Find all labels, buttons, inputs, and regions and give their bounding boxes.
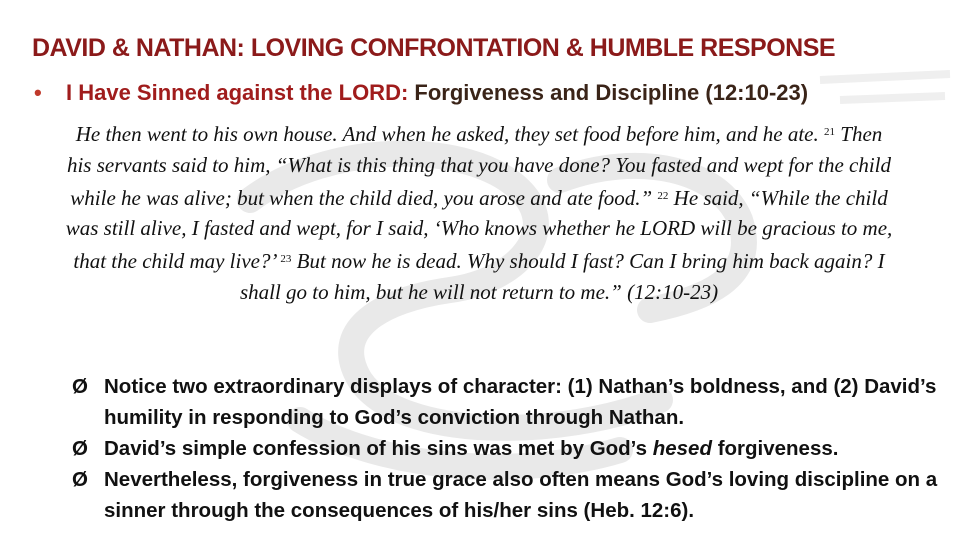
scripture-quote [64,117,894,308]
point-text-before: David’s simple confession of his sins was met by God’s [104,437,648,460]
section-heading-lead: I Have Sinned against the LORD: [66,80,409,105]
quote-part-1: He then went to his own house. And when he asked, they set food before him, and he ate. [75,122,819,146]
point-item [72,433,942,464]
arrow-bullet-icon: Ø [72,375,88,398]
key-points-list [72,371,942,526]
quote-part-4: But now he is dead. Why should I fast? Can I bring him back again? I shall go to him, but he will not return to me.” (12:10-23) [239,249,885,304]
arrow-bullet-icon: Ø [72,437,88,460]
point-text-after: forgiveness. [717,437,839,460]
section-heading-topic: Forgiveness and Discipline (12:10-23) [414,80,809,105]
point-item [72,464,942,526]
point-italic-term: hesed [652,437,712,460]
point-text: Notice two extraordinary displays of character: (1) Nathan’s boldness, and (2) David’s humility in responding to God’s conviction through Nathan. [104,375,937,429]
quote-part-2: Then his servants said to him, “What is this thing that you have done? You fasted and wept for the child while he was alive; but when the child died, you arose and ate food.” [66,122,892,210]
arrow-bullet-icon: Ø [72,468,88,491]
point-text: Nevertheless, forgiveness in true grace also often means God’s loving discipline on a sinner through the consequences of his/her sins (Heb. 12:6). [104,468,938,522]
point-item [72,371,942,433]
verse-number-23: 23 [280,253,292,266]
bullet-dot: • [34,80,42,105]
verse-number-22: 22 [657,189,669,202]
slide-title: DAVID & NATHAN: LOVING CONFRONTATION & HUMBLE RESPONSE [32,34,836,62]
quote-part-3: He said, “While the child was still alive, I fasted and wept, for I said, ‘Who knows whether he LORD will be gracious to me, that the child may live?’ [65,185,893,274]
section-heading [34,80,934,106]
verse-number-21: 21 [824,126,836,138]
